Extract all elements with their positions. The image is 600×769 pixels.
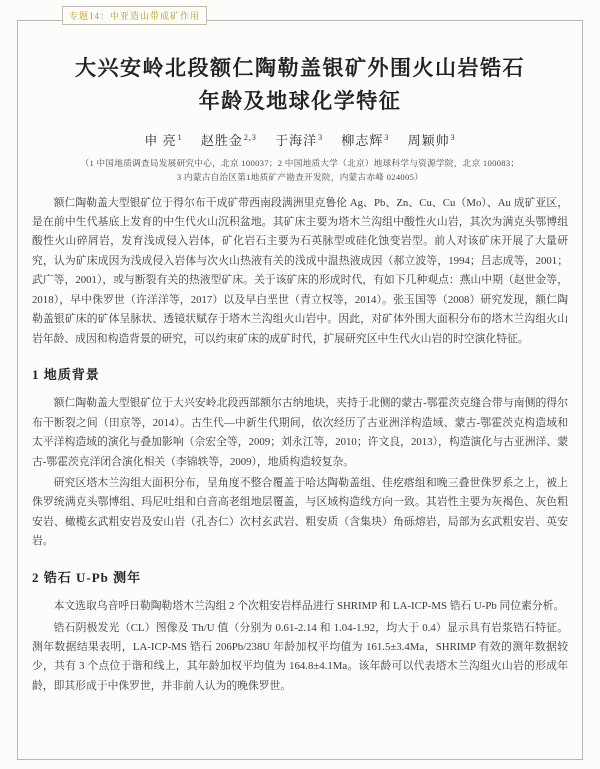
- author-name: 赵胜金: [200, 133, 243, 149]
- paper-title: [46, 52, 554, 117]
- author: [341, 133, 389, 148]
- author: [144, 133, 182, 148]
- section2-paragraph-1: 本文选取乌音呼日勒陶勒塔木兰沟组 2 个次粗安岩样品进行 SHRIMP 和 LA-ICP-MS 锆石 U-Pb 同位素分析。: [53, 600, 565, 613]
- author-name: 申 亮: [144, 133, 177, 149]
- author-affil-sup: 3: [450, 132, 456, 142]
- section2-paragraph-2: 锆石阴极发光（CL）图像及 Th/U 值（分别为 0.61-2.14 和 1.04-1.92，均大于 0.4）显示具有岩浆锆石特征。测年数据结果表明，LA-ICP-MS 锆石 206Pb/238U 年龄加权平均值为 161.5±3.4Ma，SHRIMP 有效的测年数据较少，共有 3 个点位于谐和线上，其年龄加权平均值为 164.8±4.1Ma。该年龄可以代表塔木兰沟组火山岩的形成年龄，即其形成于中侏罗世，并非前人认为的晚侏罗世。: [32, 621, 568, 692]
- title-line-2: 年龄及地球化学特征: [198, 88, 402, 113]
- authors-line: [0, 130, 600, 149]
- section-heading-upb-dating: 2 锆石 U-Pb 测年: [32, 569, 142, 585]
- author-affil-sup: 2,3: [243, 132, 257, 142]
- author-name: 柳志辉: [341, 133, 384, 149]
- paper-body: [32, 194, 568, 697]
- author: [408, 133, 456, 148]
- section-heading-geology: 1 地质背景: [32, 366, 100, 382]
- author: [275, 133, 323, 148]
- section1-paragraph-1: 额仁陶勒盖大型银矿位于大兴安岭北段西部额尔古纳地块，夹持于北侧的蒙古-鄂霍茨克缝合带与南侧的得尔布干断裂之间（田京等，2014）。古生代—中新生代期间，依次经历了古亚洲洋构造域、蒙古-鄂霍茨克构造域和太平洋构造域的演化与叠加影响（佘宏全等，2009；刘永江等，2010；许文良，2013），构造演化与古亚洲洋、蒙古-鄂霍茨克洋闭合演化相关（李锦轶等，2009），地质构造较复杂。: [32, 397, 568, 468]
- author-name: 周颖帅: [407, 133, 450, 149]
- author: [201, 133, 257, 148]
- author-affil-sup: 3: [384, 132, 390, 142]
- affiliation-line-1: （1 中国地质调查局发展研究中心，北京 100037；2 中国地质大学（北京）地球科学与资源学院，北京 100083；: [80, 158, 520, 169]
- topic-label: 专题14：中亚造山带成矿作用: [62, 6, 207, 25]
- affiliations: [0, 157, 600, 185]
- author-name: 于海洋: [275, 133, 318, 149]
- abstract-paragraph: 额仁陶勒盖大型银矿位于得尔布干成矿带西南段满洲里克鲁伦 Ag、Pb、Zn、Cu、Cu（Mo）、Au 成矿亚区，是在前中生代基底上发育的中生代火山沉积盆地。其矿床主要为塔木兰沟组中酸性火山岩，其次为满克头鄂博组酸性火山碎屑岩，发育浅成侵入岩体，矿化岩石主要为石英脉型或硅化蚀变岩型。前人对该矿床开展了大量研究，认为矿床成因为浅成侵入岩体与次火山热液有关的浅成中温热液成因（郝立波等，1994；吕志成等，2001；武广等，2001），或与断裂有关的热液型矿床。关于该矿床的形成时代，有如下几种观点：燕山中期（赵世金等，2018），早中侏罗世（许洋洋等，2017）以及早白垩世（青立权等，2014）。张玉国等（2008）研究发现，额仁陶勒盖银矿床的矿体呈脉状、透镜状赋存于塔木兰沟组火山岩中。因此，对矿体外围大面积分布的塔木兰沟组火山岩年龄、成因和构造背景的研究，可以约束矿床的成矿时代，扩展研究区中生代火山岩的时空演化特征。: [32, 196, 568, 345]
- author-affil-sup: 3: [318, 132, 324, 142]
- author-affil-sup: 1: [177, 132, 183, 142]
- affiliation-line-2: 3 内蒙古自治区第1地质矿产勘查开发院，内蒙古赤峰 024005）: [176, 171, 424, 182]
- section1-paragraph-2: 研究区塔木兰沟组大面积分布，呈角度不整合覆盖于哈达陶勒盖组、佳疙瘩组和晚三叠世侏罗系之上，被上侏罗统满克头鄂博组、玛尼吐组和白音高老组地层覆盖，与区域构造线方向一致。其岩性主要为灰褐色、灰色粗安岩、橄榄玄武粗安岩及安山岩（孔杏仁）次村玄武岩、粗安质（含集块）角砾熔岩，局部为玄武粗安岩、英安岩。: [32, 477, 568, 548]
- title-line-1: 大兴安岭北段额仁陶勒盖银矿外围火山岩锆石: [75, 56, 525, 80]
